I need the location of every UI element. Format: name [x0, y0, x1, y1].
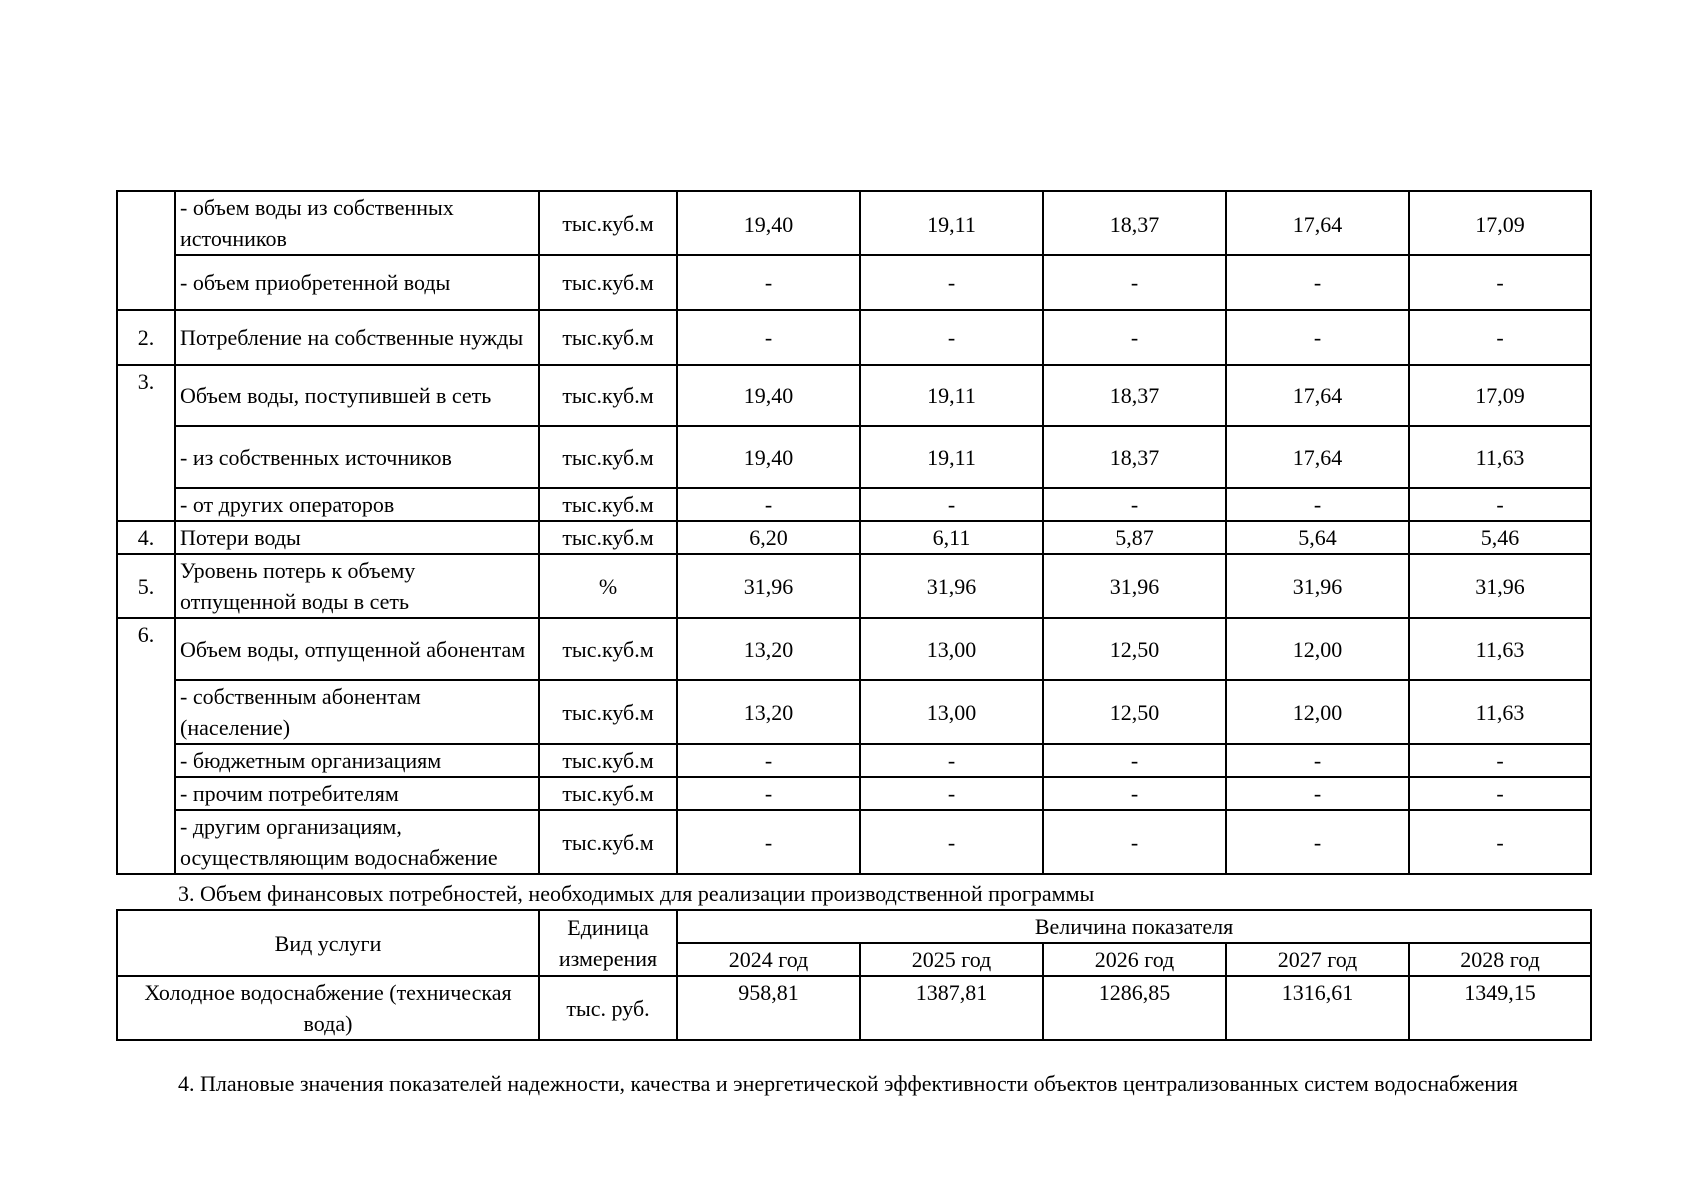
row-label: - собственным абонентам (население): [175, 680, 539, 744]
row-label: Уровень потерь к объему отпущенной воды в сеть: [175, 554, 539, 618]
row-number: 6.: [117, 618, 175, 874]
value-cell: -: [860, 488, 1043, 521]
value-cell: 19,11: [860, 426, 1043, 488]
value-cell: -: [1226, 777, 1409, 810]
row-unit: тыс.куб.м: [539, 488, 677, 521]
value-cell: 31,96: [1226, 554, 1409, 618]
row-unit: тыс.куб.м: [539, 744, 677, 777]
value-cell: 31,96: [860, 554, 1043, 618]
row-number: 3.: [117, 365, 175, 521]
value-cell: 18,37: [1043, 426, 1226, 488]
row-unit: тыс.куб.м: [539, 191, 677, 255]
value-cell: -: [1226, 488, 1409, 521]
value-cell: -: [860, 744, 1043, 777]
value-cell: -: [677, 310, 860, 365]
value-cell: -: [1409, 255, 1591, 310]
row-label: - объем воды из собственных источников: [175, 191, 539, 255]
row-label: - от других операторов: [175, 488, 539, 521]
value-cell: 1349,15: [1409, 976, 1591, 1040]
row-label: - другим организациям, осуществляющим водоснабжение: [175, 810, 539, 874]
value-cell: -: [1043, 255, 1226, 310]
table-row: [117, 777, 1591, 810]
value-cell: -: [1409, 310, 1591, 365]
value-cell: 6,11: [860, 521, 1043, 554]
header-service: Вид услуги: [117, 910, 539, 976]
row-number: 4.: [117, 521, 175, 554]
value-cell: -: [860, 777, 1043, 810]
row-unit: тыс.куб.м: [539, 777, 677, 810]
value-cell: 13,20: [677, 680, 860, 744]
value-cell: 5,46: [1409, 521, 1591, 554]
table-row: [117, 310, 1591, 365]
row-label: Объем воды, поступившей в сеть: [175, 365, 539, 426]
value-cell: -: [1409, 488, 1591, 521]
value-cell: -: [1043, 777, 1226, 810]
row-label: Потери воды: [175, 521, 539, 554]
service-name: Холодное водоснабжение (техническая вода): [117, 976, 539, 1040]
row-unit: тыс.куб.м: [539, 618, 677, 680]
table-row: [117, 521, 1591, 554]
value-cell: 13,20: [677, 618, 860, 680]
value-cell: 13,00: [860, 618, 1043, 680]
value-cell: -: [677, 777, 860, 810]
value-cell: 17,64: [1226, 365, 1409, 426]
table-row: [117, 618, 1591, 680]
row-label: - объем приобретенной воды: [175, 255, 539, 310]
table-row: [117, 426, 1591, 488]
value-cell: 6,20: [677, 521, 860, 554]
table-row: [117, 976, 1591, 1040]
value-cell: -: [1043, 744, 1226, 777]
value-cell: 11,63: [1409, 618, 1591, 680]
row-unit: тыс.куб.м: [539, 255, 677, 310]
value-cell: 12,50: [1043, 680, 1226, 744]
value-cell: -: [677, 488, 860, 521]
value-cell: 12,50: [1043, 618, 1226, 680]
value-cell: 19,40: [677, 365, 860, 426]
value-cell: 12,00: [1226, 680, 1409, 744]
value-cell: 31,96: [677, 554, 860, 618]
value-cell: -: [1226, 810, 1409, 874]
value-cell: -: [677, 744, 860, 777]
row-unit: тыс.куб.м: [539, 310, 677, 365]
value-cell: -: [1226, 310, 1409, 365]
value-cell: -: [860, 810, 1043, 874]
value-cell: -: [1409, 810, 1591, 874]
value-cell: 12,00: [1226, 618, 1409, 680]
value-cell: 18,37: [1043, 365, 1226, 426]
row-unit: тыс.куб.м: [539, 426, 677, 488]
value-cell: 17,64: [1226, 191, 1409, 255]
value-cell: 1286,85: [1043, 976, 1226, 1040]
table-row: [117, 810, 1591, 874]
section-3-title: 3. Объем финансовых потребностей, необходимых для реализации производственной программы: [178, 881, 1095, 906]
water-balance-table: [116, 190, 1592, 875]
value-cell: 17,64: [1226, 426, 1409, 488]
row-label: - прочим потребителям: [175, 777, 539, 810]
header-year: 2028 год: [1409, 943, 1591, 976]
row-unit: тыс.куб.м: [539, 680, 677, 744]
table-row: [117, 488, 1591, 521]
table-row: [117, 744, 1591, 777]
value-cell: 11,63: [1409, 426, 1591, 488]
value-cell: 19,11: [860, 365, 1043, 426]
table-row: [117, 680, 1591, 744]
row-number: [117, 191, 175, 310]
value-cell: -: [1226, 744, 1409, 777]
value-cell: -: [1043, 488, 1226, 521]
value-cell: 17,09: [1409, 191, 1591, 255]
row-label: Потребление на собственные нужды: [175, 310, 539, 365]
value-cell: -: [1226, 255, 1409, 310]
value-cell: -: [860, 310, 1043, 365]
value-cell: 11,63: [1409, 680, 1591, 744]
value-cell: 18,37: [1043, 191, 1226, 255]
value-cell: 1316,61: [1226, 976, 1409, 1040]
value-cell: 5,64: [1226, 521, 1409, 554]
value-cell: -: [1043, 810, 1226, 874]
table-header-row: [117, 910, 1591, 943]
value-cell: 13,00: [860, 680, 1043, 744]
value-cell: 31,96: [1043, 554, 1226, 618]
header-year: 2025 год: [860, 943, 1043, 976]
value-cell: -: [860, 255, 1043, 310]
table-row: [117, 255, 1591, 310]
row-unit: тыс.куб.м: [539, 521, 677, 554]
header-unit: Единица измерения: [539, 910, 677, 976]
row-label: Объем воды, отпущенной абонентам: [175, 618, 539, 680]
value-cell: -: [1409, 744, 1591, 777]
value-cell: 19,11: [860, 191, 1043, 255]
value-cell: 1387,81: [860, 976, 1043, 1040]
header-value: Величина показателя: [677, 910, 1591, 943]
header-year: 2027 год: [1226, 943, 1409, 976]
row-number: 5.: [117, 554, 175, 618]
table-row: [117, 365, 1591, 426]
table-row: [117, 554, 1591, 618]
row-label: - из собственных источников: [175, 426, 539, 488]
value-cell: -: [677, 810, 860, 874]
value-cell: 17,09: [1409, 365, 1591, 426]
service-unit: тыс. руб.: [539, 976, 677, 1040]
value-cell: -: [1409, 777, 1591, 810]
value-cell: 5,87: [1043, 521, 1226, 554]
value-cell: 958,81: [677, 976, 860, 1040]
value-cell: 31,96: [1409, 554, 1591, 618]
value-cell: -: [1043, 310, 1226, 365]
row-unit: тыс.куб.м: [539, 365, 677, 426]
header-year: 2026 год: [1043, 943, 1226, 976]
row-number: 2.: [117, 310, 175, 365]
header-year: 2024 год: [677, 943, 860, 976]
row-unit: тыс.куб.м: [539, 810, 677, 874]
row-unit: %: [539, 554, 677, 618]
financial-needs-table: [116, 909, 1592, 1041]
section-4-title: 4. Плановые значения показателей надежности, качества и энергетической эффективности объектов централизованных систем водоснабжения: [178, 1071, 1518, 1096]
value-cell: -: [677, 255, 860, 310]
row-label: - бюджетным организациям: [175, 744, 539, 777]
table-row: [117, 191, 1591, 255]
value-cell: 19,40: [677, 191, 860, 255]
value-cell: 19,40: [677, 426, 860, 488]
